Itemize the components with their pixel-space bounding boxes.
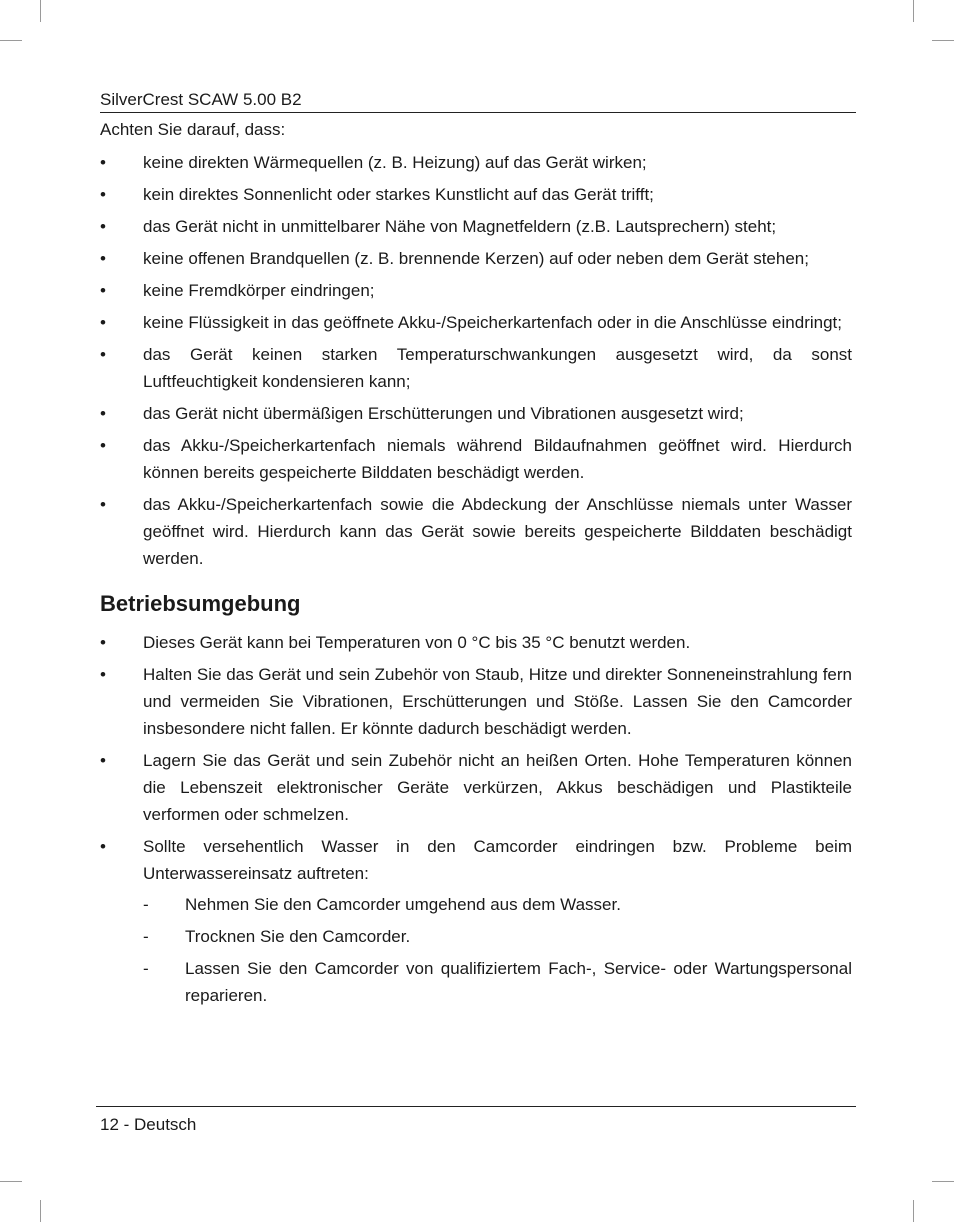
page-footer bbox=[96, 1106, 856, 1134]
list-item bbox=[100, 149, 852, 176]
header-product-name: SilverCrest SCAW 5.00 B2 bbox=[100, 90, 302, 109]
bullet-icon: • bbox=[100, 185, 106, 204]
bullet-icon: • bbox=[100, 313, 106, 332]
list-item bbox=[100, 629, 852, 656]
list-item bbox=[100, 833, 852, 1009]
bullet-icon: • bbox=[100, 436, 106, 455]
list-item-text: Dieses Gerät kann bei Temperaturen von 0 °C bis 35 °C benutzt werden. bbox=[143, 633, 691, 652]
bullet-icon: • bbox=[100, 495, 106, 514]
crop-mark-bottom-left-horizontal bbox=[0, 1181, 22, 1182]
section-title: Betriebsumgebung bbox=[100, 591, 301, 616]
crop-mark-bottom-right-horizontal bbox=[932, 1181, 954, 1182]
crop-mark-top-left-horizontal bbox=[0, 40, 22, 41]
list-item-text: keine Flüssigkeit in das geöffnete Akku-/Speicherkartenfach oder in die Anschlüsse eindringt; bbox=[143, 313, 842, 332]
list-item-text: das Gerät nicht übermäßigen Erschütterungen und Vibrationen ausgesetzt wird; bbox=[143, 404, 744, 423]
sub-list-item-text: Trocknen Sie den Camcorder. bbox=[185, 927, 411, 946]
dash-icon: - bbox=[143, 927, 149, 946]
sub-list-item-text: Nehmen Sie den Camcorder umgehend aus dem Wasser. bbox=[185, 895, 621, 914]
bullet-icon: • bbox=[100, 249, 106, 268]
operating-environment-list bbox=[100, 629, 852, 1009]
list-item-text: das Akku-/Speicherkartenfach sowie die Abdeckung der Anschlüsse niemals unter Wasser geöffnet wird. Hierdurch kann das Gerät sowie bereits gespeicherte Bilddaten beschädigt werden. bbox=[143, 495, 852, 568]
page-content bbox=[100, 116, 852, 1014]
crop-mark-top-left-vertical bbox=[40, 0, 41, 22]
list-item bbox=[100, 245, 852, 272]
list-item bbox=[100, 400, 852, 427]
list-item-text: Halten Sie das Gerät und sein Zubehör von Staub, Hitze und direkter Sonneneinstrahlung fern und vermeiden Sie Vibrationen, Erschütterungen und Stöße. Lassen Sie den Camcorder insbesondere nicht fallen. Er könnte dadurch beschädigt werden. bbox=[143, 665, 852, 738]
list-item-text: Sollte versehentlich Wasser in den Camcorder eindringen bzw. Probleme beim Unterwassereinsatz auftreten: bbox=[143, 837, 852, 883]
crop-mark-bottom-left-vertical bbox=[40, 1200, 41, 1222]
list-item-text: das Gerät nicht in unmittelbarer Nähe von Magnetfeldern (z.B. Lautsprechern) steht; bbox=[143, 217, 777, 236]
page-header bbox=[100, 88, 856, 113]
list-item bbox=[100, 181, 852, 208]
sub-list-item-text: Lassen Sie den Camcorder von qualifiziertem Fach-, Service- oder Wartungspersonal reparieren. bbox=[185, 959, 852, 1005]
list-item-text: keine direkten Wärmequellen (z. B. Heizung) auf das Gerät wirken; bbox=[143, 153, 647, 172]
page-number: 12 - Deutsch bbox=[100, 1115, 197, 1134]
bullet-icon: • bbox=[100, 633, 106, 652]
list-item-text: das Gerät keinen starken Temperaturschwankungen ausgesetzt wird, da sonst Luftfeuchtigkeit kondensieren kann; bbox=[143, 345, 852, 391]
list-item-text: das Akku-/Speicherkartenfach niemals während Bildaufnahmen geöffnet wird. Hierdurch können bereits gespeicherte Bilddaten beschädigt werden. bbox=[143, 436, 852, 482]
crop-mark-top-right-vertical bbox=[913, 0, 914, 22]
list-item bbox=[100, 213, 852, 240]
list-item bbox=[100, 491, 852, 572]
list-item bbox=[100, 309, 852, 336]
sub-list-item bbox=[143, 955, 852, 1009]
intro-text: Achten Sie darauf, dass: bbox=[100, 120, 286, 139]
list-item-text: keine Fremdkörper eindringen; bbox=[143, 281, 375, 300]
bullet-icon: • bbox=[100, 281, 106, 300]
list-item-text: keine offenen Brandquellen (z. B. brennende Kerzen) auf oder neben dem Gerät stehen; bbox=[143, 249, 809, 268]
list-item bbox=[100, 341, 852, 395]
bullet-icon: • bbox=[100, 153, 106, 172]
list-item bbox=[100, 432, 852, 486]
list-item-text: Lagern Sie das Gerät und sein Zubehör nicht an heißen Orten. Hohe Temperaturen können die Lebenszeit elektronischer Geräte verkürzen, Akkus beschädigen und Plastikteile verformen oder schmelzen. bbox=[143, 751, 852, 824]
list-item bbox=[100, 277, 852, 304]
crop-mark-top-right-horizontal bbox=[932, 40, 954, 41]
list-item bbox=[100, 661, 852, 742]
list-item-text: kein direktes Sonnenlicht oder starkes Kunstlicht auf das Gerät trifft; bbox=[143, 185, 654, 204]
sub-list-item bbox=[143, 891, 852, 918]
precautions-list bbox=[100, 149, 852, 572]
bullet-icon: • bbox=[100, 404, 106, 423]
sub-list-item bbox=[143, 923, 852, 950]
bullet-icon: • bbox=[100, 345, 106, 364]
water-steps-list bbox=[143, 891, 852, 1009]
dash-icon: - bbox=[143, 895, 149, 914]
list-item bbox=[100, 747, 852, 828]
bullet-icon: • bbox=[100, 217, 106, 236]
bullet-icon: • bbox=[100, 665, 106, 684]
dash-icon: - bbox=[143, 959, 149, 978]
bullet-icon: • bbox=[100, 837, 106, 856]
crop-mark-bottom-right-vertical bbox=[913, 1200, 914, 1222]
bullet-icon: • bbox=[100, 751, 106, 770]
